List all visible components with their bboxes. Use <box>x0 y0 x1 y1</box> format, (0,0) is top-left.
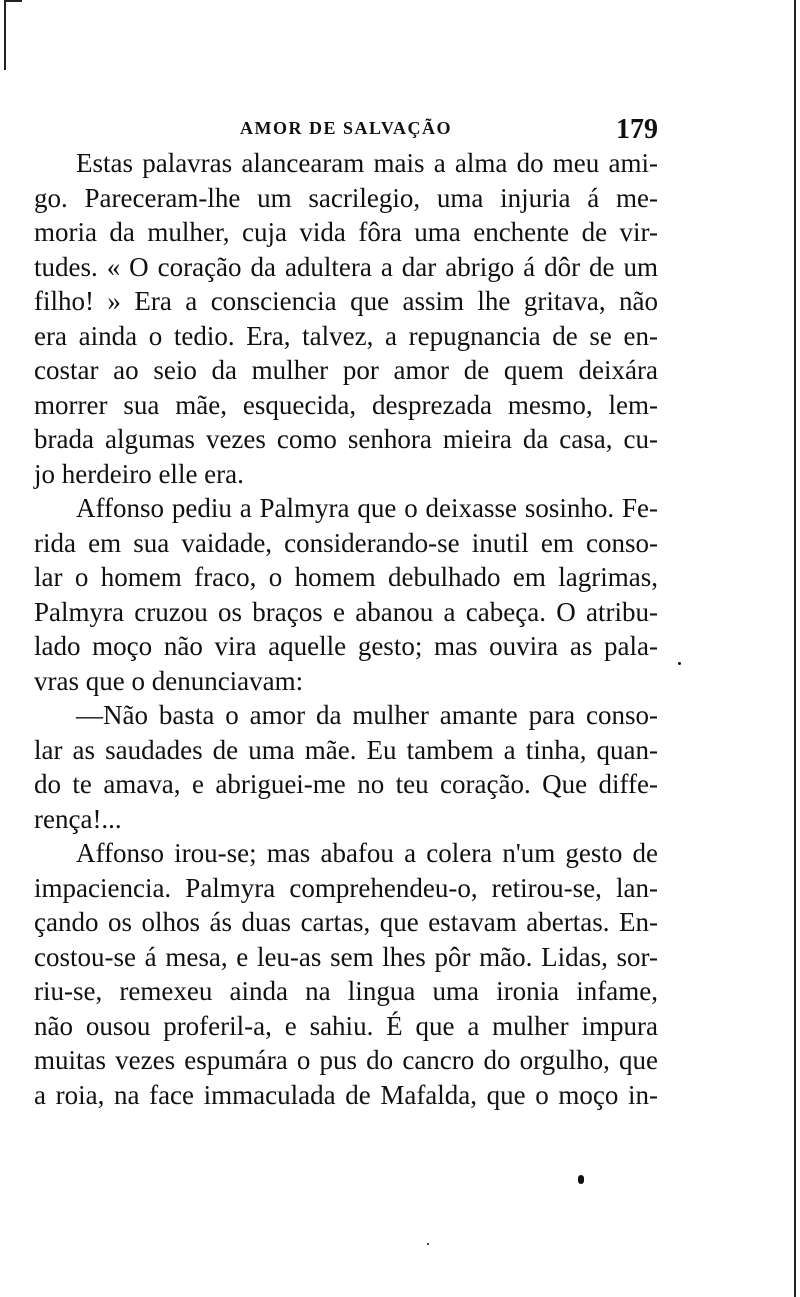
text-line: era ainda o tedio. Era, talvez, a repugnancia de se en- <box>34 320 658 351</box>
page-edge-top <box>4 0 22 2</box>
ink-speck <box>678 662 681 665</box>
text-line: Estas palavras alancearam mais a alma do meu ami- <box>76 148 658 178</box>
text-line: moria da mulher, cuja vida fôra uma enchente de vir- <box>34 217 658 247</box>
text-line: a roia, na face immaculada de Mafalda, que o moço in- <box>34 1079 658 1110</box>
text-line: —Não basta o amor da mulher amante para conso- <box>76 700 658 730</box>
text-line: vras que o denunciavam: <box>34 665 304 696</box>
text-line: muitas vezes espumára o pus do cancro do orgulho, que <box>34 1045 658 1075</box>
page-edge-right <box>794 0 796 1297</box>
text-line: Affonso pediu a Palmyra que o deixasse sosinho. Fe- <box>76 493 658 523</box>
text-line: jo herdeiro elle era. <box>34 458 244 489</box>
text-line: brada algumas vezes como senhora mieira da casa, cu- <box>34 424 658 454</box>
text-line: não ousou proferil-a, e sahiu. É que a mulher impura <box>34 1010 658 1041</box>
text-line: Palmyra cruzou os braços e abanou a cabeça. O atribu- <box>34 596 658 627</box>
text-line: morrer sua mãe, esquecida, desprezada mesmo, lem- <box>34 389 658 420</box>
text-line: lar as saudades de uma mãe. Eu tambem a tinha, quan- <box>34 734 658 765</box>
text-line: costou-se á mesa, e leu-as sem lhes pôr mão. Lidas, sor- <box>34 941 658 972</box>
running-header <box>240 116 658 146</box>
text-line: rença!... <box>34 803 122 834</box>
page-number: 179 <box>616 114 658 145</box>
running-title: AMOR DE SALVAÇÃO <box>240 118 453 138</box>
text-line: lado moço não vira aquelle gesto; mas ouvira as pala- <box>34 631 658 661</box>
text-line: impaciencia. Palmyra comprehendeu-o, retirou-se, lan- <box>34 872 658 903</box>
text-line: tudes. « O coração da adultera a dar abrigo á dôr de um <box>34 251 658 282</box>
text-line: costar ao seio da mulher por amor de quem deixára <box>34 355 658 385</box>
text-line: Affonso irou-se; mas abafou a colera n'um gesto de <box>76 838 658 868</box>
text-line: do te amava, e abriguei-me no teu coração. Que diffe- <box>34 769 658 799</box>
text-line: rida em sua vaidade, considerando-se inutil em conso- <box>34 527 658 558</box>
text-line: go. Pareceram-lhe um sacrilegio, uma injuria á me- <box>34 182 658 213</box>
ink-speck <box>578 1175 584 1184</box>
text-body <box>34 146 658 1112</box>
ink-speck <box>427 1243 429 1245</box>
text-line: riu-se, remexeu ainda na lingua uma ironia infame, <box>34 976 658 1006</box>
page-edge-left <box>4 0 6 70</box>
text-line: filho! » Era a consciencia que assim lhe gritava, não <box>34 286 658 316</box>
text-line: çando os olhos ás duas cartas, que estavam abertas. En- <box>34 907 658 937</box>
text-line: lar o homem fraco, o homem debulhado em lagrimas, <box>34 562 658 592</box>
